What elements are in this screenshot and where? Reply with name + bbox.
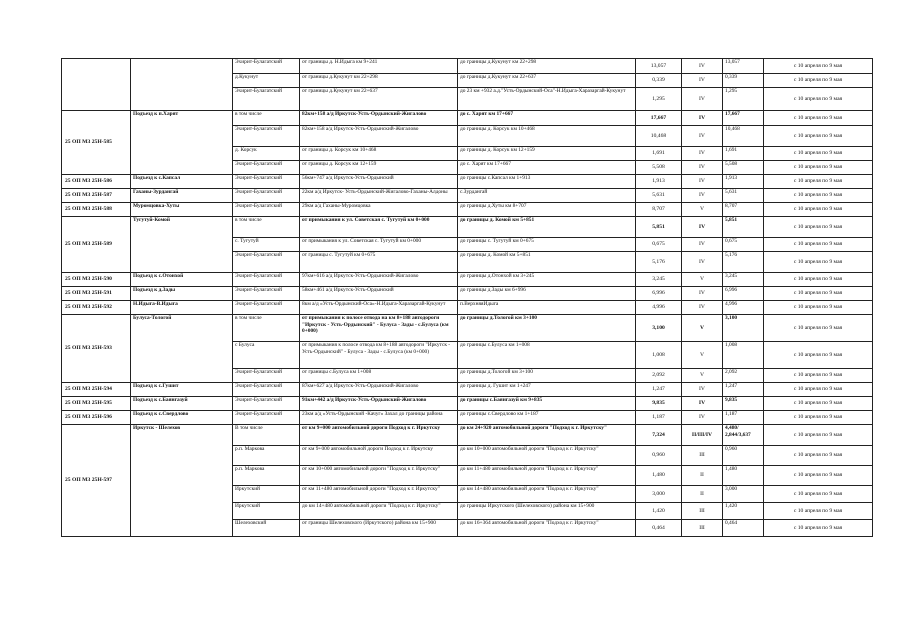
road-code-cell: 25 ОП МЗ 25Н-593	[62, 315, 131, 383]
table-row	[62, 189, 873, 203]
length-cell: 17,667	[636, 111, 682, 126]
restriction-period-cell: с 10 апреля по 9 мая	[764, 369, 873, 383]
road-code-cell: 25 ОП МЗ 25Н-596	[62, 411, 131, 425]
district-cell: В том числе	[233, 425, 300, 446]
segment-start-cell: 29км а/д Гаханы-Муромцовка	[300, 203, 458, 217]
category-cell: IV	[682, 189, 723, 203]
restricted-length-cell: 4,480/ 2,844/3,637	[723, 425, 764, 446]
district-cell: Иркутский	[233, 486, 300, 503]
segment-start-cell: 8км а/д «Усть-Ордынский-Оса»-Н.Идыга-Харазаргай-Кукунут	[300, 301, 458, 315]
segment-end-cell: до границы д.Хуты км 8+707	[458, 203, 636, 217]
segment-start-cell: от км 10+000 автомобильной дороги "Подход к г. Иркутску"	[300, 466, 458, 486]
table-row	[62, 425, 873, 446]
restricted-length-cell: 0,464	[723, 520, 764, 537]
category-cell: II/III/IV	[682, 425, 723, 446]
category-cell: IV	[682, 397, 723, 411]
district-cell: р.п. Маркова	[233, 446, 300, 466]
restricted-length-cell: 3,000	[723, 486, 764, 503]
table-row	[62, 383, 873, 397]
segment-end-cell: до границы с.Булуса км 1+008	[458, 342, 636, 369]
segment-end-cell: до границы д.Тологой км 3+100	[458, 369, 636, 383]
restricted-length-cell: 5,508	[723, 161, 764, 175]
restricted-length-cell: 1,187	[723, 411, 764, 425]
segment-end-cell: до км 24+920 автомобильной дороги "Подход к г. Иркутску"	[458, 425, 636, 446]
restricted-length-cell: 0,960	[723, 446, 764, 466]
category-cell: II	[682, 486, 723, 503]
segment-end-cell: до границы д. Корсук км 10+468	[458, 126, 636, 147]
district-cell: Эхирит-Булагатский	[233, 161, 300, 175]
table-row	[62, 59, 873, 74]
restricted-length-cell: 0,675	[723, 238, 764, 252]
table-row	[62, 411, 873, 425]
category-cell: IV	[682, 111, 723, 126]
district-cell: Эхирит-Булагатский	[233, 287, 300, 301]
road-code-cell: 25 ОП МЗ 25Н-589	[62, 217, 131, 273]
segment-end-cell: до границы д. Гушит км 1+247	[458, 383, 636, 397]
restriction-period-cell: с 10 апреля по 9 мая	[764, 503, 873, 520]
length-cell: 6,996	[636, 287, 682, 301]
segment-end-cell: с.Зурдангай	[458, 189, 636, 203]
segment-end-cell: до с. Харят км 17+667	[458, 161, 636, 175]
length-cell: 3,000	[636, 486, 682, 503]
restriction-period-cell: с 10 апреля по 9 мая	[764, 425, 873, 446]
segment-start-cell: от границы д.Кукунут км 22+637	[300, 88, 458, 111]
category-cell: IV	[682, 126, 723, 147]
road-name-cell: Булуса-Тологой	[131, 315, 233, 383]
road-name-cell: Гаханы-Зурдангай	[131, 189, 233, 203]
category-cell: III	[682, 503, 723, 520]
segment-end-cell: до границы д.Зады км 6+996	[458, 287, 636, 301]
restricted-length-cell: 1,691	[723, 147, 764, 161]
segment-end-cell: до границы д. Комой км 5+851	[458, 252, 636, 273]
restricted-length-cell: 9,835	[723, 397, 764, 411]
restriction-period-cell: с 10 апреля по 9 мая	[764, 203, 873, 217]
district-cell: Эхирит-Булагатский	[233, 189, 300, 203]
road-code-cell: 25 ОП МЗ 25Н-586	[62, 175, 131, 189]
segment-end-cell: до км 10+000 автомобильной дороги "Подход к г. Иркутску"	[458, 446, 636, 466]
road-table	[61, 58, 873, 537]
segment-end-cell: до границы д. Комой км 5+851	[458, 217, 636, 238]
segment-start-cell: от км 9+000 автомобильной дороги Подход к г. Иркутску	[300, 425, 458, 446]
length-cell: 13,057	[636, 59, 682, 74]
length-cell: 1,187	[636, 411, 682, 425]
district-cell: в том числе	[233, 315, 300, 342]
district-cell: Эхирит-Булагатский	[233, 59, 300, 74]
segment-end-cell: до границы с. Тугутуй км 0+675	[458, 238, 636, 252]
segment-start-cell: от границы д. Корсук км 12+159	[300, 161, 458, 175]
length-cell: 5,508	[636, 161, 682, 175]
length-cell: 5,851	[636, 217, 682, 238]
restriction-period-cell: с 10 апреля по 9 мая	[764, 446, 873, 466]
restriction-period-cell: с 10 апреля по 9 мая	[764, 88, 873, 111]
road-code-cell: 25 ОП МЗ 25Н-595	[62, 397, 131, 411]
district-cell: Эхирит-Булагатский	[233, 273, 300, 287]
length-cell: 3,245	[636, 273, 682, 287]
length-cell: 1,295	[636, 88, 682, 111]
road-code-cell: 25 ОП МЗ 25Н-592	[62, 301, 131, 315]
restriction-period-cell: с 10 апреля по 9 мая	[764, 486, 873, 503]
restricted-length-cell: 3,245	[723, 273, 764, 287]
category-cell: V	[682, 342, 723, 369]
road-code-cell: 25 ОП МЗ 25Н-590	[62, 273, 131, 287]
category-cell: IV	[682, 383, 723, 397]
segment-end-cell: до границы д.Кукунут км 22+637	[458, 74, 636, 88]
restriction-period-cell: с 10 апреля по 9 мая	[764, 252, 873, 273]
district-cell: в том числе	[233, 217, 300, 238]
length-cell: 7,324	[636, 425, 682, 446]
road-code-cell: 25 ОП МЗ 25Н-587	[62, 189, 131, 203]
segment-end-cell: до границы д.Кукунут км 22+298	[458, 59, 636, 74]
segment-end-cell: до км 11+480 автомобильной дороги "Подход к г. Иркутску"	[458, 466, 636, 486]
restricted-length-cell: 0,339	[723, 74, 764, 88]
length-cell: 5,176	[636, 252, 682, 273]
restriction-period-cell: с 10 апреля по 9 мая	[764, 273, 873, 287]
length-cell: 4,996	[636, 301, 682, 315]
category-cell: IV	[682, 88, 723, 111]
district-cell: Иркутский	[233, 503, 300, 520]
road-name-cell	[131, 59, 233, 111]
restriction-period-cell: с 10 апреля по 9 мая	[764, 217, 873, 238]
table-row	[62, 217, 873, 238]
segment-start-cell: 97км+616 а/д Иркутск-Усть-Ордынский-Жигалово	[300, 273, 458, 287]
restriction-period-cell: с 10 апреля по 9 мая	[764, 383, 873, 397]
category-cell: II	[682, 466, 723, 486]
restriction-period-cell: с 10 апреля по 9 мая	[764, 411, 873, 425]
length-cell: 1,247	[636, 383, 682, 397]
district-cell: д. Корсук	[233, 147, 300, 161]
district-cell: Эхирит-Булагатский	[233, 252, 300, 273]
road-table-sheet	[61, 58, 872, 537]
restricted-length-cell: 5,176	[723, 252, 764, 273]
district-cell: с. Тугутуй	[233, 238, 300, 252]
segment-end-cell: до границы д.Тологой км 3+100	[458, 315, 636, 342]
district-cell: р.п. Маркова	[233, 466, 300, 486]
length-cell: 3,100	[636, 315, 682, 342]
segment-start-cell: от границы д. Н.Идыга км 9+241	[300, 59, 458, 74]
restricted-length-cell: 13,057	[723, 59, 764, 74]
category-cell: V	[682, 369, 723, 383]
restricted-length-cell: 8,707	[723, 203, 764, 217]
length-cell: 5,631	[636, 189, 682, 203]
segment-start-cell: 22км а/д Иркутск- Усть-Ордынский-Жигалово-Гаханы-Алдоны	[300, 189, 458, 203]
table-row	[62, 203, 873, 217]
segment-start-cell: от км 9+000 автомобильной дороги Подход к г. Иркутску	[300, 446, 458, 466]
category-cell: IV	[682, 238, 723, 252]
segment-end-cell: п.ВерхняяИдыга	[458, 301, 636, 315]
restricted-length-cell: 1,295	[723, 88, 764, 111]
category-cell: IV	[682, 161, 723, 175]
restricted-length-cell: 4,996	[723, 301, 764, 315]
restriction-period-cell: с 10 апреля по 9 мая	[764, 238, 873, 252]
road-name-cell: Подъезд к с.Капсал	[131, 175, 233, 189]
restriction-period-cell: с 10 апреля по 9 мая	[764, 126, 873, 147]
table-row	[62, 111, 873, 126]
length-cell: 1,691	[636, 147, 682, 161]
restriction-period-cell: с 10 апреля по 9 мая	[764, 466, 873, 486]
road-name-cell: Н.Идыга-В.Идыга	[131, 301, 233, 315]
category-cell: IV	[682, 301, 723, 315]
table-row	[62, 301, 873, 315]
table-row	[62, 287, 873, 301]
restricted-length-cell: 2,092	[723, 369, 764, 383]
road-code-cell	[62, 59, 131, 111]
road-name-cell: Подъезд к с.Свердлово	[131, 411, 233, 425]
road-name-cell: Подъезд к с.Баянгазуй	[131, 397, 233, 411]
category-cell: III	[682, 446, 723, 466]
road-code-cell: 25 ОП МЗ 25Н-591	[62, 287, 131, 301]
segment-start-cell: 23км а/д «Усть-Ордынский -Качуг» Захал до границы района	[300, 411, 458, 425]
segment-start-cell: от примыкания к ул. Советская с. Тугутуй км 0+000	[300, 217, 458, 238]
length-cell: 1,008	[636, 342, 682, 369]
restriction-period-cell: с 10 апреля по 9 мая	[764, 161, 873, 175]
length-cell: 1,913	[636, 175, 682, 189]
length-cell: 2,092	[636, 369, 682, 383]
category-cell: IV	[682, 217, 723, 238]
segment-end-cell: до границы с.Свердлово км 1+187	[458, 411, 636, 425]
length-cell: 0,464	[636, 520, 682, 537]
restriction-period-cell: с 10 апреля по 9 мая	[764, 301, 873, 315]
district-cell: Эхирит-Булагатский	[233, 411, 300, 425]
road-name-cell: Тугутуй-Комой	[131, 217, 233, 273]
category-cell: V	[682, 315, 723, 342]
segment-start-cell: 91км+442 а/д Иркутск-Усть-Ордынский-Жигалово	[300, 397, 458, 411]
road-name-cell: Подъезд к д.Зады	[131, 287, 233, 301]
table-row	[62, 273, 873, 287]
segment-start-cell: 58км+461 а/д Иркутск-Усть-Ордынский	[300, 287, 458, 301]
restricted-length-cell: 10,468	[723, 126, 764, 147]
restriction-period-cell: с 10 апреля по 9 мая	[764, 342, 873, 369]
restriction-period-cell: с 10 апреля по 9 мая	[764, 111, 873, 126]
restricted-length-cell: 3,100	[723, 315, 764, 342]
segment-start-cell: от примыкания к полосе отвода на км 8+188 автодороги "Иркутск - Усть-Ордынский" - Булуса - Зады - с.Булуса (км 0+000)	[300, 315, 458, 342]
restricted-length-cell: 1,247	[723, 383, 764, 397]
road-name-cell: Муромцовка-Хуты	[131, 203, 233, 217]
district-cell: Эхирит-Булагатский	[233, 88, 300, 111]
length-cell: 10,468	[636, 126, 682, 147]
restricted-length-cell: 5,851	[723, 217, 764, 238]
segment-start-cell: 56км+747 а/д Иркутск-Усть-Ордынский	[300, 175, 458, 189]
category-cell: IV	[682, 175, 723, 189]
restricted-length-cell: 5,631	[723, 189, 764, 203]
restricted-length-cell: 1,420	[723, 503, 764, 520]
table-row	[62, 397, 873, 411]
segment-end-cell: до границы Иркутского (Шелеховского) района км 15+900	[458, 503, 636, 520]
road-code-cell: 25 ОП МЗ 25Н-588	[62, 203, 131, 217]
district-cell: Эхирит-Булагатский	[233, 203, 300, 217]
restriction-period-cell: с 10 апреля по 9 мая	[764, 189, 873, 203]
road-code-cell: 25 ОП МЗ 25Н-585	[62, 111, 131, 175]
category-cell: IV	[682, 252, 723, 273]
district-cell: Эхирит-Булагатский	[233, 397, 300, 411]
road-name-cell: Иркутск - Шелехов	[131, 425, 233, 537]
restriction-period-cell: с 10 апреля по 9 мая	[764, 74, 873, 88]
district-cell: Эхирит-Булагатский	[233, 369, 300, 383]
restricted-length-cell: 1,480	[723, 466, 764, 486]
segment-end-cell: до границы с.Баянгазуй км 9+835	[458, 397, 636, 411]
segment-start-cell: 82км+158 а/д Иркутск-Усть-Ордынский-Жигалово	[300, 111, 458, 126]
district-cell: д.Кукунут	[233, 74, 300, 88]
district-cell: Шелеховский	[233, 520, 300, 537]
length-cell: 0,960	[636, 446, 682, 466]
road-name-cell: Подъезд к п.Харят	[131, 111, 233, 175]
district-cell: Эхирит-Булагатский	[233, 126, 300, 147]
segment-start-cell: от примыкания к полосе отвода км 8+188 автодороги "Иркутск - Усть-Ордынский" - Булуса - Зады - с.Булуса (км 0+000)	[300, 342, 458, 369]
segment-end-cell: до км 16+364 автомобильной дороги "Подход к г. Иркутску"	[458, 520, 636, 537]
category-cell: IV	[682, 287, 723, 301]
length-cell: 0,339	[636, 74, 682, 88]
category-cell: IV	[682, 59, 723, 74]
segment-start-cell: от примыкания к ул. Советская с. Тугутуй км 0+000	[300, 238, 458, 252]
district-cell: Эхирит-Булагатский	[233, 175, 300, 189]
category-cell: V	[682, 203, 723, 217]
district-cell: в том числе	[233, 111, 300, 126]
table-row	[62, 315, 873, 342]
restricted-length-cell: 6,996	[723, 287, 764, 301]
category-cell: IV	[682, 411, 723, 425]
segment-end-cell: до границы с.Капсал км 1+913	[458, 175, 636, 189]
length-cell: 8,707	[636, 203, 682, 217]
category-cell: IV	[682, 74, 723, 88]
segment-start-cell: от границы д.Кукунут км 22+298	[300, 74, 458, 88]
segment-start-cell: от границы с. Тугутуй км 0+675	[300, 252, 458, 273]
restriction-period-cell: с 10 апреля по 9 мая	[764, 175, 873, 189]
category-cell: III	[682, 520, 723, 537]
restricted-length-cell: 17,667	[723, 111, 764, 126]
segment-start-cell: от границы с.Булуса км 1+008	[300, 369, 458, 383]
segment-end-cell: до границы д. Корсук км 12+159	[458, 147, 636, 161]
restriction-period-cell: с 10 апреля по 9 мая	[764, 147, 873, 161]
length-cell: 9,835	[636, 397, 682, 411]
restriction-period-cell: с 10 апреля по 9 мая	[764, 287, 873, 301]
segment-start-cell: от границы д. Корсук км 10+468	[300, 147, 458, 161]
restriction-period-cell: с 10 апреля по 9 мая	[764, 59, 873, 74]
restriction-period-cell: с 10 апреля по 9 мая	[764, 520, 873, 537]
district-cell: с Булуса	[233, 342, 300, 369]
length-cell: 1,480	[636, 466, 682, 486]
category-cell: IV	[682, 147, 723, 161]
segment-start-cell: 82км+158 а/д Иркутск-Усть-Ордынский-Жигалово	[300, 126, 458, 147]
segment-end-cell: до границы д.Отонхой км 3+245	[458, 273, 636, 287]
district-cell: Эхирит-Булагатский	[233, 383, 300, 397]
district-cell: Эхирит-Булагатский	[233, 301, 300, 315]
road-code-cell: 25 ОП МЗ 25Н-597	[62, 425, 131, 537]
restricted-length-cell: 1,913	[723, 175, 764, 189]
road-code-cell: 25 ОП МЗ 25Н-594	[62, 383, 131, 397]
length-cell: 0,675	[636, 238, 682, 252]
length-cell: 1,420	[636, 503, 682, 520]
road-name-cell: Подъезд к с.Гушит	[131, 383, 233, 397]
segment-end-cell: до км 14+480 автомобильной дороги "Подход к г. Иркутску"	[458, 486, 636, 503]
segment-end-cell: до с. Харят км 17+667	[458, 111, 636, 126]
road-name-cell: Подъезд к с.Отонхой	[131, 273, 233, 287]
restriction-period-cell: с 10 апреля по 9 мая	[764, 315, 873, 342]
restriction-period-cell: с 10 апреля по 9 мая	[764, 397, 873, 411]
segment-end-cell: до 23 км +932 а.д."Усть-Ордынский-Оса"-Н.Идыга-Харазаргай-Кукунут	[458, 88, 636, 111]
segment-start-cell: 87км+627 а/д Иркутск-Усть-Ордынский-Жигалово	[300, 383, 458, 397]
segment-start-cell: от км 11+480 автомобильной дороги "Подход к г. Иркутску"	[300, 486, 458, 503]
table-row	[62, 175, 873, 189]
category-cell: V	[682, 273, 723, 287]
segment-start-cell: от границы Шелеховского (Иркутского) района км 15+900	[300, 520, 458, 537]
restricted-length-cell: 1,008	[723, 342, 764, 369]
segment-start-cell: до км 14+480 автомобильной дороги "Подход к г. Иркутску"	[300, 503, 458, 520]
